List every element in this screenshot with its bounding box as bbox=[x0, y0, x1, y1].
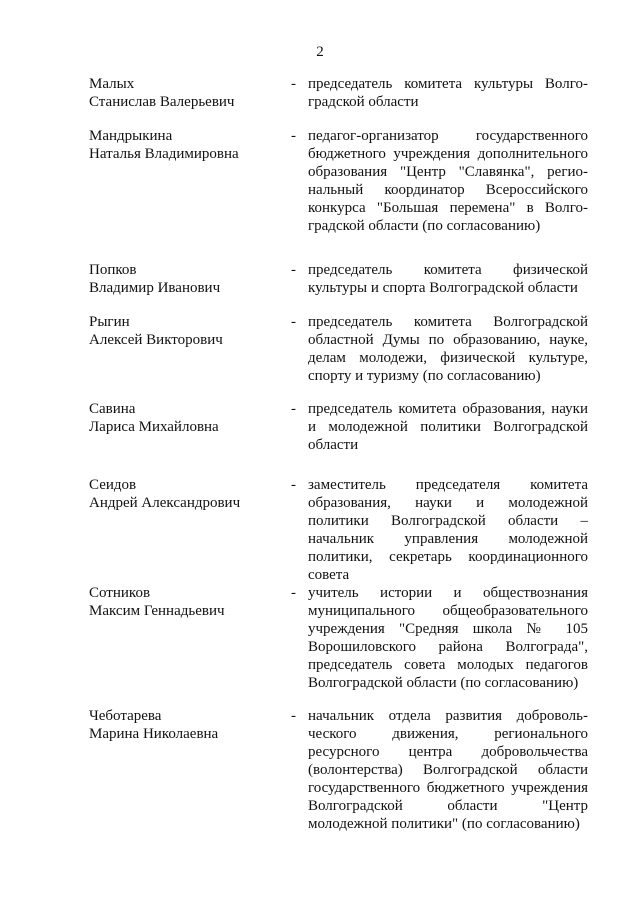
separator-dash: - bbox=[291, 708, 296, 724]
member-name bbox=[89, 476, 279, 512]
member-surname: Сеидов bbox=[89, 477, 137, 493]
member-surname: Чеботарева bbox=[89, 708, 162, 724]
member-surname: Савина bbox=[89, 401, 136, 417]
separator-dash: - bbox=[291, 585, 296, 601]
separator-dash: - bbox=[291, 314, 296, 330]
member-given-names: Лариса Михайловна bbox=[89, 419, 219, 435]
member-given-names: Андрей Александрович bbox=[89, 495, 241, 511]
member-position: начальник отдела развития добровольческого движения, регионального ресурсного центра добровольчества (волонтерства) Волгоградской области государственного бюджетного учреждения Волгоградской области "Центр молодежной политики" (по согласованию) bbox=[308, 708, 588, 832]
member-position: председатель комитета культуры Волгоградской области bbox=[308, 76, 588, 110]
member-given-names: Алексей Викторович bbox=[89, 332, 223, 348]
member-surname: Попков bbox=[89, 262, 137, 278]
member-given-names: Владимир Иванович bbox=[89, 280, 221, 296]
member-surname: Малых bbox=[89, 76, 135, 92]
member-position: председатель комитета образования, науки и молодежной политики Волгоградской области bbox=[308, 401, 588, 453]
member-name bbox=[89, 261, 279, 297]
member-position: председатель комитета Волгоградской областной Думы по образованию, науке, делам молодежи, физической культуре, спорту и туризму (по согласованию) bbox=[308, 314, 588, 384]
member-name bbox=[89, 313, 279, 349]
separator-dash: - bbox=[291, 262, 296, 278]
separator-dash: - bbox=[291, 76, 296, 92]
member-given-names: Наталья Владимировна bbox=[89, 146, 239, 162]
member-name bbox=[89, 584, 279, 620]
page-number: 2 bbox=[316, 44, 324, 60]
member-position: педагог-организатор государственного бюджетного учреждения дополнительного образования "Центр "Славянка", региональный координатор Всероссийского конкурса "Большая перемена" в Волгоградской области (по согласованию) bbox=[308, 128, 588, 234]
member-name bbox=[89, 707, 279, 743]
separator-dash: - bbox=[291, 477, 296, 493]
separator-dash: - bbox=[291, 128, 296, 144]
member-position: учитель истории и обществознания муниципального общеобразовательного учреждения "Средняя школа № 105 Ворошиловского района Волгограда", председатель совета молодых педагогов Волгоградской области (по согласованию) bbox=[308, 585, 588, 691]
member-surname: Сотников bbox=[89, 585, 151, 601]
member-name bbox=[89, 400, 279, 436]
member-given-names: Максим Геннадьевич bbox=[89, 603, 225, 619]
member-position: заместитель председателя комитета образования, науки и молодежной политики Волгоградской области – начальник управления молодежной политики, секретарь координационного совета bbox=[308, 477, 588, 583]
member-name bbox=[89, 75, 279, 111]
member-surname: Мандрыкина bbox=[89, 128, 173, 144]
member-given-names: Марина Николаевна bbox=[89, 726, 219, 742]
member-surname: Рыгин bbox=[89, 314, 130, 330]
member-position: председатель комитета физической культуры и спорта Волгоградской области bbox=[308, 262, 588, 296]
member-given-names: Станислав Валерьевич bbox=[89, 94, 235, 110]
member-name bbox=[89, 127, 279, 163]
separator-dash: - bbox=[291, 401, 296, 417]
